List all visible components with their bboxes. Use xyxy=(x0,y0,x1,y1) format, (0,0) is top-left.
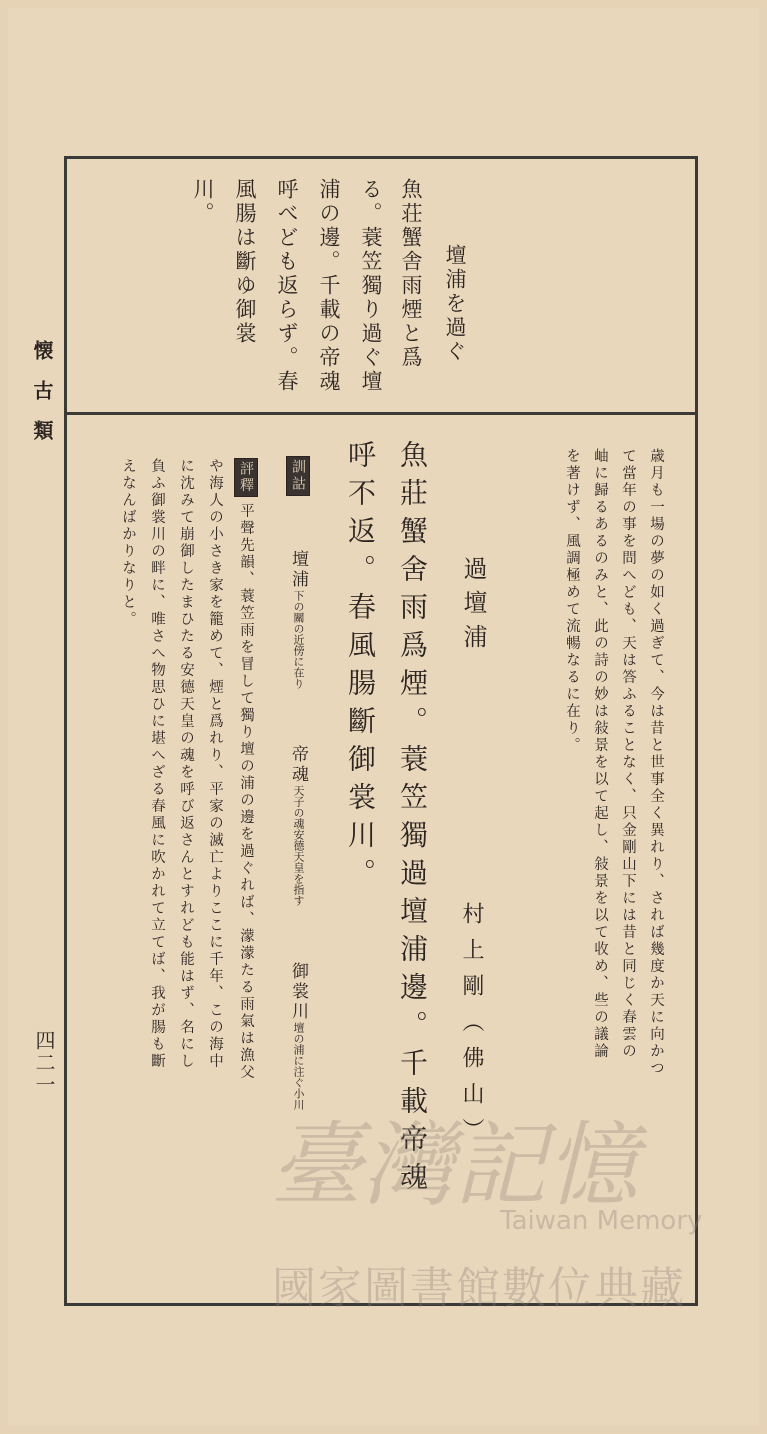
watermark-org: 國家圖書館數位典藏 xyxy=(272,1263,686,1314)
gloss-note: 下の關の近傍に在り xyxy=(292,590,305,689)
watermark-latin: Taiwan Memory xyxy=(500,1206,703,1236)
upper-line: 呼べども返らず。春 xyxy=(275,178,299,394)
commentary-line: 歳月も一場の夢の如く過ぎて、今は昔と世事全く異れり、されば幾度か天に向かつ xyxy=(648,448,664,1077)
poem-line: 呼不返。春風腸斷御裳川。 xyxy=(344,440,377,896)
upper-line: 風腸は斷ゆ御裳 xyxy=(233,178,257,346)
poem-title: 過壇浦 xyxy=(459,556,487,658)
hyoshaku-line: に沈みて崩御したまひたる安德天皇の魂を呼び返さんとすれども能はず、名にし xyxy=(178,458,194,1070)
poem-line: 魚莊蟹舍雨爲煙。蓑笠獨過壇浦邊。千載帝魂 xyxy=(396,440,429,1200)
commentary-line: 岫に歸るあるのみと、此の詩の妙は敍景を以て起し、敍景を以て收め、些の議論 xyxy=(592,448,608,1060)
gloss-term: 帝魂 xyxy=(288,745,308,785)
hyoshaku-line: えなんばかりなりと。 xyxy=(120,458,136,628)
page-number: 四二一 xyxy=(32,1030,56,1096)
kungo-label: 訓詁 xyxy=(286,456,310,496)
watermark-logo: 臺灣記憶 xyxy=(270,1112,639,1219)
running-title: 懐古類 xyxy=(30,340,54,460)
gloss-term: 壇浦 xyxy=(288,550,308,590)
hyoshaku-line: 平聲先韻、蓑笠雨を冒して獨り壇の浦の邊を過ぐれば、濛濛たる雨氣は漁父 xyxy=(238,503,254,1081)
gloss-term: 御裳川 xyxy=(288,962,308,1022)
hyoshaku-line: や海人の小さき家を籠めて、煙と爲れり、平家の滅亡よりここに千年、この海中 xyxy=(207,458,223,1070)
hyoshaku-first-line xyxy=(234,458,258,1081)
frame-divider xyxy=(64,412,698,415)
hyoshaku-line: 負ふ御裳川の畔に、唯さへ物思ひに堪へざる春風に吹かれて立てば、我が腸も斷 xyxy=(149,458,165,1070)
hyoshaku-label: 評釋 xyxy=(234,458,258,497)
commentary-line: て當年の事を問へども、天は答ふることなく、只金剛山下には昔と同じく春雲の xyxy=(620,448,636,1060)
upper-line: る。蓑笠獨り過ぐ壇 xyxy=(359,178,383,394)
gloss-note: 天子の魂安德天皇を指す xyxy=(292,785,305,906)
poem-author: 村上剛（佛山） xyxy=(459,902,484,1154)
upper-line: 魚荘蟹舎雨煙と爲 xyxy=(399,178,423,370)
upper-line: 壇浦を過ぐ xyxy=(443,244,467,364)
upper-line: 川。 xyxy=(191,178,215,226)
commentary-line: を著けず、風調極めて流暢なるに在り。 xyxy=(564,448,580,754)
gloss-note: 壇の浦に注ぐ小川 xyxy=(292,1022,305,1110)
kungo-line xyxy=(286,456,311,1110)
upper-line: 浦の邊。千載の帝魂 xyxy=(317,178,341,394)
